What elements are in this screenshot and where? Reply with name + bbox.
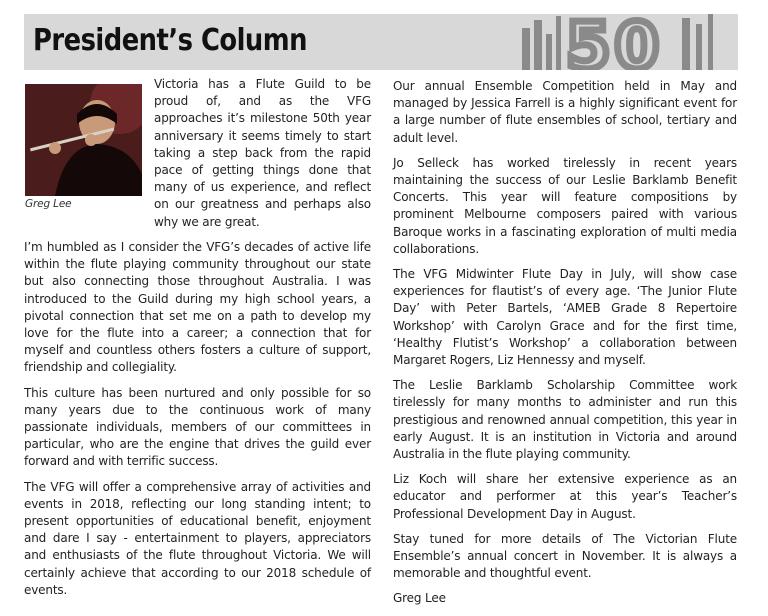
flutist-image xyxy=(25,84,142,196)
intro-block xyxy=(24,76,371,228)
body-paragraph: Our annual Ensemble Competition held in May and managed by Jessica Farrell is a highly significant event for a large number of flute ensembles of school, tertiary and adult level. xyxy=(393,79,737,145)
body-paragraph: The VFG will offer a comprehensive array of activities and events in 2018, reflecting our long standing intent; to present opportunities of educational benefit, enjoyment and dare I say - entertainment to players, appreciators and enthusiasts of the flute throughout Victoria. We will certainly achieve that according to our 2018 schedule of events. xyxy=(24,479,371,597)
body-paragraph: This culture has been nurtured and only possible for so many years due to the continuous work of many passionate individuals, members of our committees in particular, who are the engine that drives the guild ever forward and with terrific success. xyxy=(24,385,371,469)
column-header xyxy=(24,14,738,70)
body-paragraph: The VFG Midwinter Flute Day in July, will show case experiences for flautist’s of every age. ‘The Junior Flute Day’ with Peter Bartels, ‘AMEB Grade 8 Repertoire Workshop’ with Carolyn Grace and for the first time, ‘Healthy Flutist’s Workshop’ a collaboration between Margaret Rogers, Liz Hennessy and myself. xyxy=(393,267,737,368)
photo-caption: Greg Lee xyxy=(25,198,72,210)
page-title: President’s Column xyxy=(33,23,307,58)
body-paragraph: I’m humbled as I consider the VFG’s decades of active life within the flute playing community throughout our state but also connecting those throughout Australia. I was introduced to the Guild during my high school years, a pivotal connection that set me on a path to develop my love for the flute into a career; a connection that for myself and countless others fosters a culture of support, friendship and collegiality. xyxy=(24,240,371,375)
logo-numeral: 50 xyxy=(566,14,664,70)
body-paragraph: Stay tuned for more details of The Victorian Flute Ensemble’s annual concert in November. It is always a memorable and thoughtful event. xyxy=(393,531,737,581)
50th-anniversary-logo xyxy=(522,14,732,70)
body-paragraph: Liz Koch will share her extensive experience as an educator and performer at this year’s Teacher’s Professional Development Day in August. xyxy=(393,472,737,521)
president-photo xyxy=(25,84,142,196)
left-column xyxy=(24,76,371,607)
right-column xyxy=(393,78,737,616)
signature: Greg Lee xyxy=(393,591,446,606)
body-paragraph: The Leslie Barklamb Scholarship Committee work tirelessly for many months to administer and run this prestigious and renowned annual competition, this year in early August. It is an institution in Victoria and around Australia in the flute playing community. xyxy=(393,378,737,462)
body-paragraph: Jo Selleck has worked tirelessly in recent years maintaining the success of our Leslie Barklamb Benefit Concerts. This year will feature compositions by prominent Melbourne composers paired with various Baroque works in a fascinating exploration of multi media collaborations. xyxy=(393,155,737,256)
intro-paragraph: Victoria has a Flute Guild to be proud of, and as the VFG approaches it’s milestone 50th year anniversary it seems timely to start taking a step back from the rapid pace of getting things done that many of us experience, and reflect on our greatness and perhaps also why we are great. xyxy=(154,77,371,229)
